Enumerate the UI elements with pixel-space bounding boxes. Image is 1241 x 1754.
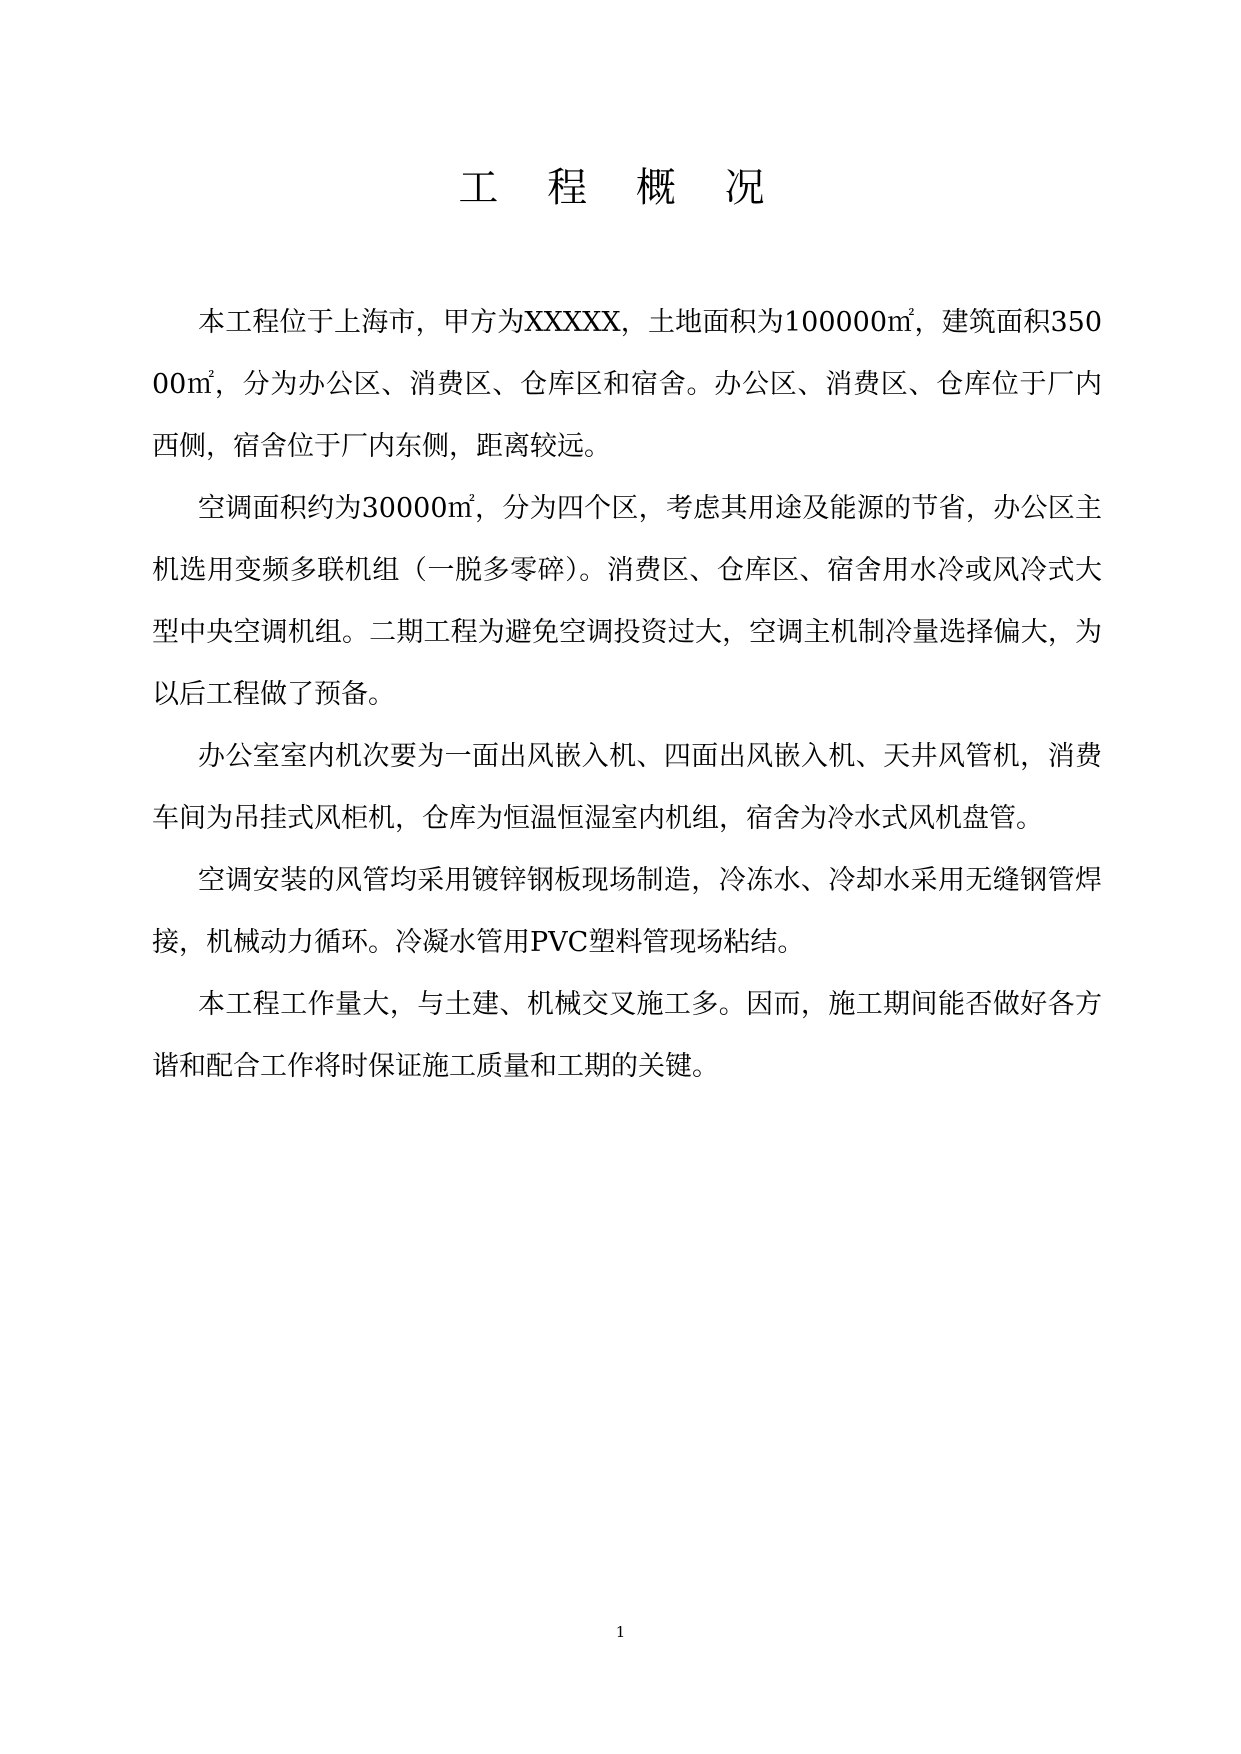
page-title: 工 程 概 况 xyxy=(458,165,783,211)
paragraph-indoor-units: 办公室室内机次要为一面出风嵌入机、四面出风嵌入机、天井风管机，消费车间为吊挂式风柜机，仓库为恒温恒湿室内机组，宿舍为冷水式风机盘管。 xyxy=(152,741,1102,834)
paragraph-project-location: 本工程位于上海市，甲方为XXXXX，土地面积为100000㎡，建筑面积35000㎡，分为办公区、消费区、仓库区和宿舍。办公区、消费区、仓库位于厂内西侧，宿舍位于厂内东侧，距离较远。 xyxy=(152,307,1102,462)
paragraph-air-conditioning-area: 空调面积约为30000㎡，分为四个区，考虑其用途及能源的节省，办公区主机选用变频多联机组（一脱多零碎）。消费区、仓库区、宿舍用水冷或风冷式大型中央空调机组。二期工程为避免空调投资过大，空调主机制冷量选择偏大，为以后工程做了预备。 xyxy=(152,493,1102,710)
document-body xyxy=(152,292,1102,1098)
page-number: 1 xyxy=(615,1623,626,1641)
paragraph-coordination: 本工程工作量大，与土建、机械交叉施工多。因而，施工期间能否做好各方谐和配合工作将时保证施工质量和工期的关键。 xyxy=(152,989,1102,1082)
paragraph-ducts-and-pipes: 空调安装的风管均采用镀锌钢板现场制造，冷冻水、冷却水采用无缝钢管焊接，机械动力循环。冷凝水管用PVC塑料管现场粘结。 xyxy=(152,865,1102,958)
